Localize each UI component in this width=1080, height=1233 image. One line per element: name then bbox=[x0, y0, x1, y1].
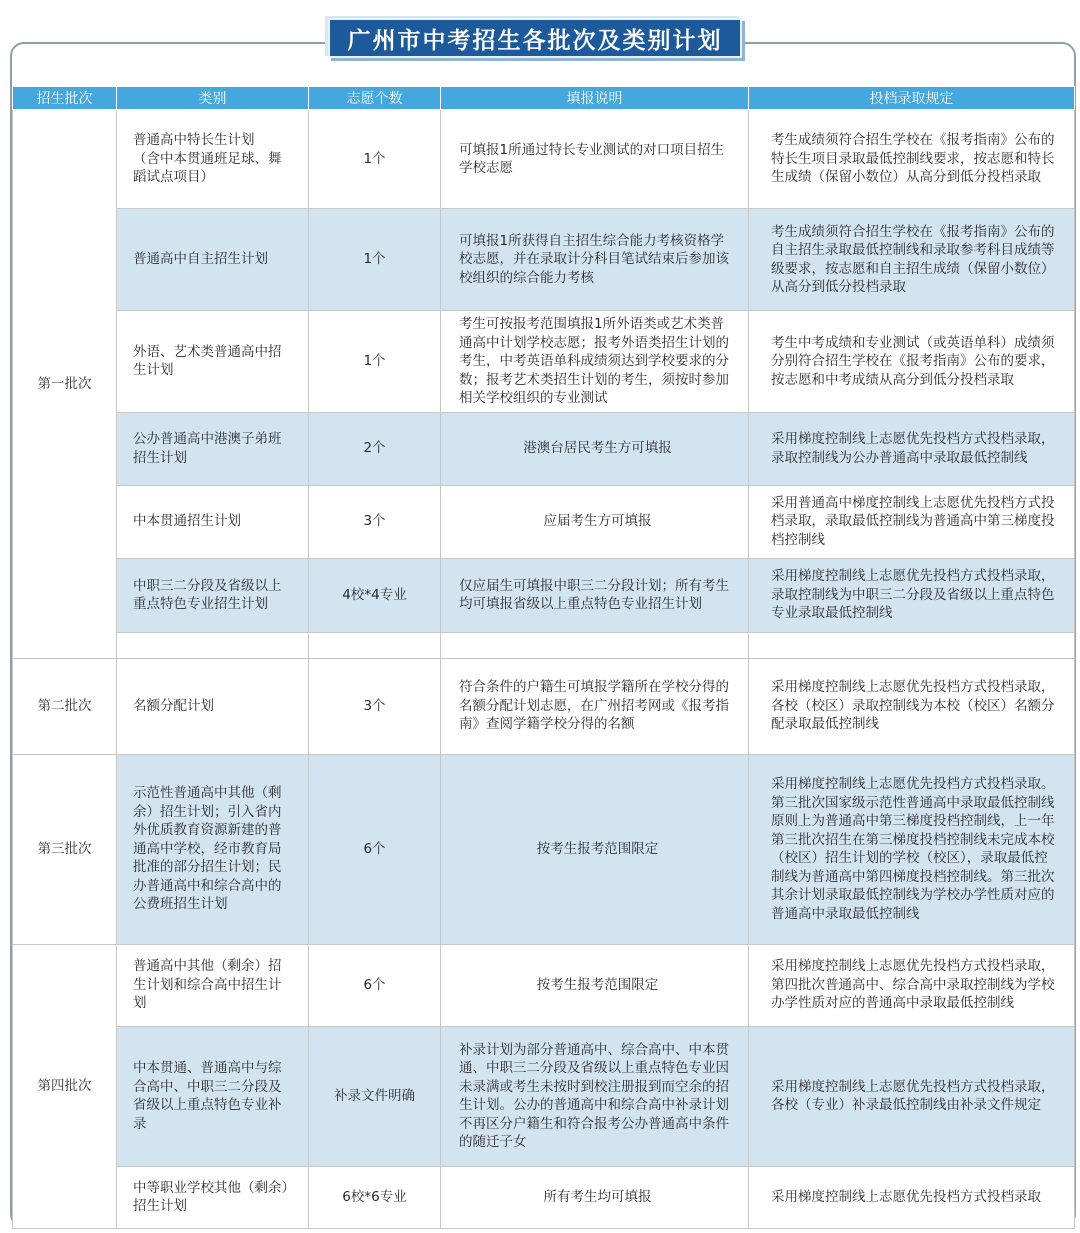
count-cell: 4校*4专业 bbox=[309, 558, 441, 632]
count-cell: 6个 bbox=[309, 754, 441, 944]
batch-3-cell: 第三批次 bbox=[13, 754, 117, 944]
batch-2-cell: 第二批次 bbox=[13, 658, 117, 754]
table-row bbox=[13, 209, 1075, 311]
category-cell: 普通高中自主招生计划 bbox=[117, 209, 309, 311]
batch-4-cell: 第四批次 bbox=[13, 944, 117, 1228]
count-cell: 6校*6专业 bbox=[309, 1166, 441, 1228]
count-cell: 1个 bbox=[309, 311, 441, 413]
table-header-row bbox=[13, 87, 1075, 110]
rule-cell: 采用普通高中梯度控制线上志愿优先投档方式投档录取，录取最低控制线为普通高中第三梯度投档控制线 bbox=[749, 485, 1075, 558]
table-row bbox=[13, 311, 1075, 413]
category-cell: 公办普通高中港澳子弟班招生计划 bbox=[117, 412, 309, 485]
rule-cell: 采用梯度控制线上志愿优先投档方式投档录取 bbox=[749, 1166, 1075, 1228]
category-cell: 中本贯通招生计划 bbox=[117, 485, 309, 558]
page-title: 广州市中考招生各批次及类别计划 bbox=[328, 18, 742, 58]
table-row bbox=[13, 658, 1075, 754]
category-cell: 中本贯通、普通高中与综合高中、中职三二分段及省级以上重点特色专业补录 bbox=[117, 1026, 309, 1166]
table-row bbox=[13, 412, 1075, 485]
category-cell: 普通高中特长生计划 （含中本贯通班足球、舞蹈试点项目） bbox=[117, 110, 309, 209]
category-cell: 外语、艺术类普通高中招生计划 bbox=[117, 311, 309, 413]
note-cell: 按考生报考范围限定 bbox=[441, 754, 749, 944]
rule-cell: 采用梯度控制线上志愿优先投档方式投档录取，各校（校区）录取控制线为本校（校区）名额分配录取最低控制线 bbox=[749, 658, 1075, 754]
header-category: 类别 bbox=[117, 87, 309, 110]
rule-cell: 采用梯度控制线上志愿优先投档方式投档录取，各校（专业）补录最低控制线由补录文件规定 bbox=[749, 1026, 1075, 1166]
spacer-row bbox=[13, 632, 1075, 658]
rule-cell: 采用梯度控制线上志愿优先投档方式投档录取，第四批次普通高中、综合高中录取控制线为学校办学性质对应的普通高中录取最低控制线 bbox=[749, 944, 1075, 1026]
count-cell: 6个 bbox=[309, 944, 441, 1026]
note-cell: 补录计划为部分普通高中、综合高中、中本贯通、中职三二分段及省级以上重点特色专业因未录满或考生未按时到校注册报到而空余的招生计划。公办的普通高中和综合高中补录计划不再区分户籍生和符合报考公办普通高中条件的随迁子女 bbox=[441, 1026, 749, 1166]
rule-cell: 采用梯度控制线上志愿优先投档方式投档录取，录取控制线为公办普通高中录取最低控制线 bbox=[749, 412, 1075, 485]
note-cell: 港澳台居民考生方可填报 bbox=[441, 412, 749, 485]
count-cell: 补录文件明确 bbox=[309, 1026, 441, 1166]
rule-cell: 考生中考成绩和专业测试（或英语单科）成绩须分别符合招生学校在《报考指南》公布的要求，按志愿和中考成绩从高分到低分投档录取 bbox=[749, 311, 1075, 413]
note-cell: 考生可按报考范围填报1所外语类或艺术类普通高中计划学校志愿；报考外语类招生计划的考生，中考英语单科成绩须达到学校要求的分数；报考艺术类招生计划的考生，须按时参加相关学校组织的专业测试 bbox=[441, 311, 749, 413]
note-cell: 应届考生方可填报 bbox=[441, 485, 749, 558]
table-row bbox=[13, 1026, 1075, 1166]
category-cell: 示范性普通高中其他（剩余）招生计划；引入省内外优质教育资源新建的普通高中学校，经市教育局批准的部分招生计划；民办普通高中和综合高中的公费班招生计划 bbox=[117, 754, 309, 944]
category-cell: 普通高中其他（剩余）招生计划和综合高中招生计划 bbox=[117, 944, 309, 1026]
empty-cell bbox=[749, 632, 1075, 658]
count-cell: 1个 bbox=[309, 110, 441, 209]
header-batch: 招生批次 bbox=[13, 87, 117, 110]
rule-cell: 采用梯度控制线上志愿优先投档方式投档录取，录取控制线为中职三二分段及省级以上重点特色专业录取最低控制线 bbox=[749, 558, 1075, 632]
table-row bbox=[13, 110, 1075, 209]
table-row bbox=[13, 558, 1075, 632]
note-cell: 符合条件的户籍生可填报学籍所在学校分得的名额分配计划志愿，在广州招考网或《报考指南》查阅学籍学校分得的名额 bbox=[441, 658, 749, 754]
note-cell: 可填报1所通过特长专业测试的对口项目招生学校志愿 bbox=[441, 110, 749, 209]
category-cell: 中等职业学校其他（剩余）招生计划 bbox=[117, 1166, 309, 1228]
count-cell: 2个 bbox=[309, 412, 441, 485]
table-row bbox=[13, 754, 1075, 944]
count-cell: 1个 bbox=[309, 209, 441, 311]
table-row bbox=[13, 944, 1075, 1026]
rule-cell: 考生成绩须符合招生学校在《报考指南》公布的特长生项目录取最低控制线要求，按志愿和特长生成绩（保留小数位）从高分到低分投档录取 bbox=[749, 110, 1075, 209]
batch-1-cell: 第一批次 bbox=[13, 110, 117, 659]
rule-cell: 采用梯度控制线上志愿优先投档方式投档录取。第三批次国家级示范性普通高中录取最低控制线原则上为普通高中第三梯度投档控制线，上一年第三批次招生在第三梯度投档控制线未完成本校（校区）招生计划的学校（校区），录取最低控制线为普通高中第四梯度投档控制线。第三批次其余计划录取最低控制线为学校办学性质对应的普通高中录取最低控制线 bbox=[749, 754, 1075, 944]
note-cell: 仅应届生可填报中职三二分段计划；所有考生均可填报省级以上重点特色专业招生计划 bbox=[441, 558, 749, 632]
count-cell: 3个 bbox=[309, 658, 441, 754]
empty-cell bbox=[117, 632, 309, 658]
category-cell: 名额分配计划 bbox=[117, 658, 309, 754]
note-cell: 可填报1所获得自主招生综合能力考核资格学校志愿，并在录取计分科目笔试结束后参加该校组织的综合能力考核 bbox=[441, 209, 749, 311]
empty-cell bbox=[441, 632, 749, 658]
rule-cell: 考生成绩须符合招生学校在《报考指南》公布的自主招生录取最低控制线和录取参考科目成绩等级要求，按志愿和自主招生成绩（保留小数位）从高分到低分投档录取 bbox=[749, 209, 1075, 311]
table-row bbox=[13, 485, 1075, 558]
note-cell: 按考生报考范围限定 bbox=[441, 944, 749, 1026]
admission-plan-table bbox=[12, 86, 1075, 1229]
header-rule: 投档录取规定 bbox=[749, 87, 1075, 110]
note-cell: 所有考生均可填报 bbox=[441, 1166, 749, 1228]
header-count: 志愿个数 bbox=[309, 87, 441, 110]
empty-cell bbox=[309, 632, 441, 658]
category-cell: 中职三二分段及省级以上重点特色专业招生计划 bbox=[117, 558, 309, 632]
header-note: 填报说明 bbox=[441, 87, 749, 110]
count-cell: 3个 bbox=[309, 485, 441, 558]
table-row bbox=[13, 1166, 1075, 1228]
